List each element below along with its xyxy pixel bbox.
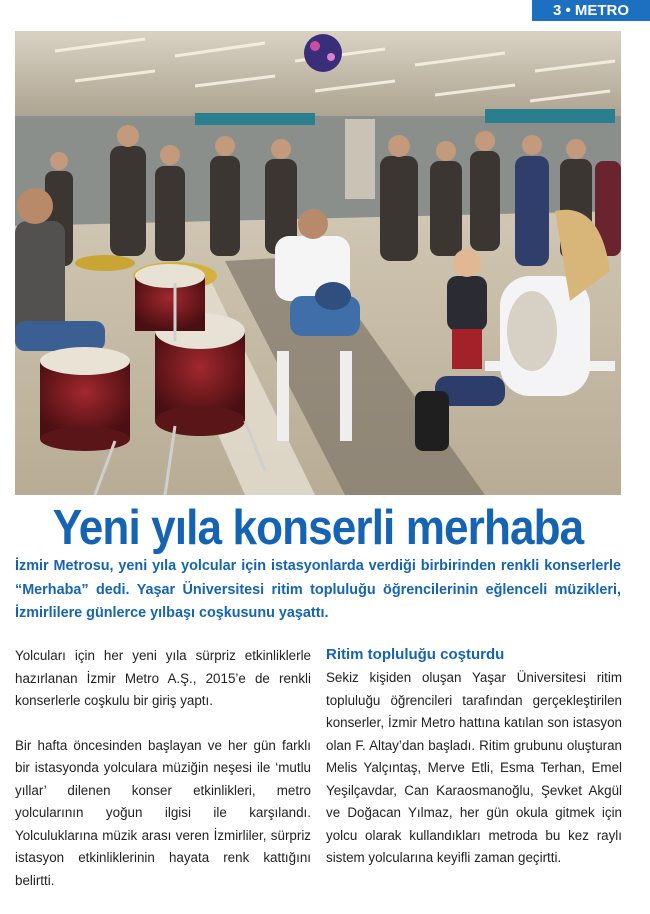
subheading: Ritim topluluğu coşturdu [326, 646, 505, 663]
body-column-left [15, 645, 311, 914]
body-column-right [326, 645, 622, 892]
article-headline: Yeni yıla konserli merhaba [52, 501, 584, 555]
article-lead: İzmir Metrosu, yeni yıla yolcular için istasyonlarda verdiği birbirinden renkli konserlerle “Merhaba” dedi. Yaşar Üniversitesi ritim topluluğu öğrencilerinin eğlenceli müzikleri, İzmirlilere günlerce yılbaşı coşkusunu yaşattı. [15, 558, 621, 621]
body-paragraph: Sekiz kişiden oluşan Yaşar Üniversitesi ritim topluluğu öğrencileri tarafından gerçekleştirilen konserler, İzmir Metro hattına katılan son istasyon olan F. Altay’dan başladı. Ritim grubunu oluşturan Melis Yalçıntaş, Merve Etli, Esma Terhan, Emel Yeşilçavdar, Can Karaosmanoğlu, Şevket Akgül ve Doğacan Yılmaz, her gün okula gitmek için yolcu olarak kullandıkları metroda bu kez raylı sistem yolcularına keyifli zaman geçirtti. [326, 670, 622, 865]
concert-photo [15, 31, 621, 495]
body-paragraph: Bir hafta öncesinden başlayan ve her gün farklı bir istasyonda yolculara müziğin neşesi ile ‘mutlu yıllar’ dilenen konser etkinlikleri, metro yolcularının yoğun ilgisi ile karşılandı. Yolculuklarına müzik arası veren İzmirliler, sürpriz istasyon etkinliklerinin hayata renk kattığını belirtti. [15, 737, 311, 888]
section-tag: 3 • METRO [532, 0, 650, 21]
body-paragraph: Yolcuları için her yeni yıla sürpriz etkinliklerle hazırlanan İzmir Metro A.Ş., 2015’e de renkli konserlerle coşkulu bir giriş yaptı. [15, 648, 311, 708]
